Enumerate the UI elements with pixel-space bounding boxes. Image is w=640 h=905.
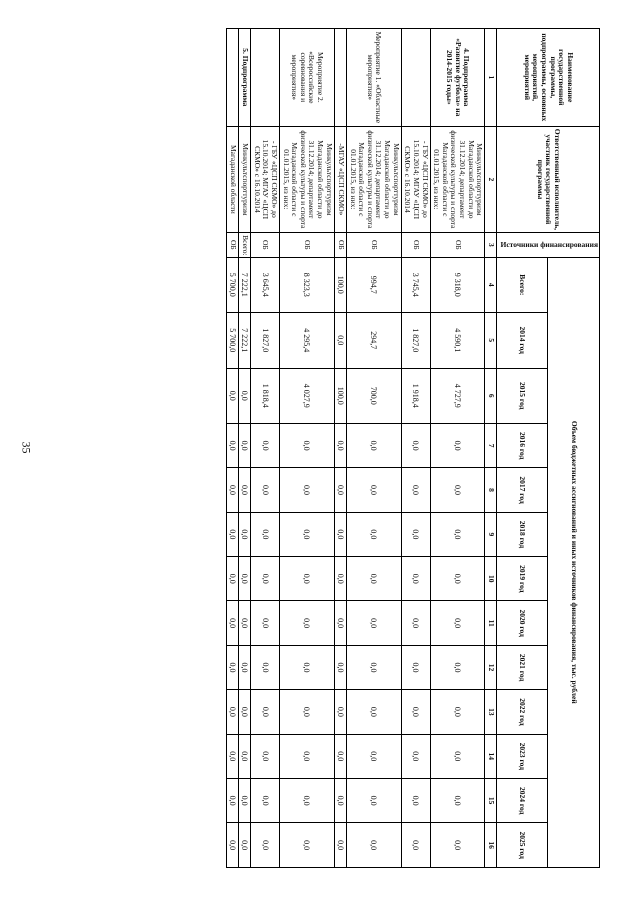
header-col-number: 13: [485, 690, 497, 734]
row-responsible-cell: Минкультспорттуризм Магаданской области до 31.12.2014; департамент физической культуры и спорта Магаданской области с 01.01.2015, из них:: [430, 126, 485, 233]
row-value-cell: 5 700,0: [226, 313, 238, 368]
header-col-number: 3: [485, 233, 497, 257]
row-value-cell: 0,0: [334, 690, 346, 734]
row-value-cell: 0,0: [251, 690, 280, 734]
header-col-number: 16: [485, 823, 497, 868]
row-value-cell: 0,0: [401, 601, 430, 645]
row-value-cell: 0,0: [430, 468, 485, 512]
row-value-cell: 0,0: [430, 778, 485, 822]
row-value-cell: 0,0: [346, 645, 401, 689]
row-responsible-cell: Минкультспорттуризм Магаданской области до 31.12.2014; департамент физической культуры и спорта Магаданской области с 01.01.2015, из них:: [279, 126, 334, 233]
row-value-cell: 0,0: [251, 645, 280, 689]
header-col-number: 9: [485, 512, 497, 556]
row-value-cell: 0,0: [279, 557, 334, 601]
row-value-cell: 4 295,4: [279, 313, 334, 368]
header-year: 2021 год: [496, 645, 548, 689]
row-value-cell: 0,0: [401, 823, 430, 868]
row-name-cell: [226, 29, 238, 127]
table-row: [346, 29, 401, 868]
row-name-cell: [334, 29, 346, 127]
header-year: 2015 год: [496, 368, 548, 423]
row-value-cell: 0,0: [401, 690, 430, 734]
row-value-cell: 0,0: [346, 823, 401, 868]
row-value-cell: 100,0: [334, 368, 346, 423]
row-value-cell: 0,0: [334, 823, 346, 868]
row-value-cell: 4 027,9: [279, 368, 334, 423]
row-value-cell: 0,0: [226, 601, 238, 645]
header-year: 2020 год: [496, 601, 548, 645]
header-year: 2023 год: [496, 734, 548, 778]
row-value-cell: 0,0: [251, 557, 280, 601]
row-value-cell: 7 222,1: [238, 313, 250, 368]
row-responsible-cell: - ГБУ «ЦСП СКМО» до 15.10.2014; МГАУ «ЦСП СКМО» с 16.10.2014: [401, 126, 430, 233]
row-value-cell: 0,0: [279, 645, 334, 689]
row-value-cell: 0,0: [334, 423, 346, 467]
row-value-cell: 0,0: [238, 512, 250, 556]
row-name-cell: [251, 29, 280, 127]
row-value-cell: 0,0: [279, 690, 334, 734]
row-value-cell: 0,0: [334, 468, 346, 512]
row-total-cell: 5 700,0: [226, 257, 238, 312]
row-value-cell: 0,0: [279, 468, 334, 512]
row-value-cell: 0,0: [238, 368, 250, 423]
row-total-cell: 994,7: [346, 257, 401, 312]
row-value-cell: 0,0: [430, 734, 485, 778]
row-value-cell: 0,0: [430, 645, 485, 689]
row-value-cell: 0,0: [251, 512, 280, 556]
table-row: [279, 29, 334, 868]
row-value-cell: 1 827,0: [251, 313, 280, 368]
row-value-cell: 0,0: [226, 368, 238, 423]
row-value-cell: 0,0: [334, 778, 346, 822]
row-source-cell: ОБ: [251, 233, 280, 257]
row-value-cell: 0,0: [346, 423, 401, 467]
table-row: [226, 29, 238, 868]
row-value-cell: 0,0: [251, 734, 280, 778]
row-total-cell: 8 323,3: [279, 257, 334, 312]
row-value-cell: 0,0: [430, 823, 485, 868]
header-col-number: 12: [485, 645, 497, 689]
row-total-cell: 9 318,0: [430, 257, 485, 312]
header-year: 2025 год: [496, 823, 548, 868]
header-year: 2014 год: [496, 313, 548, 368]
header-col-number: 1: [485, 29, 497, 127]
row-value-cell: 0,0: [238, 690, 250, 734]
row-value-cell: 0,0: [346, 601, 401, 645]
row-value-cell: 0,0: [430, 557, 485, 601]
row-value-cell: 0,0: [401, 778, 430, 822]
header-total: Всего:: [496, 257, 548, 312]
row-value-cell: 0,0: [334, 313, 346, 368]
row-value-cell: 0,0: [226, 734, 238, 778]
row-name-cell: [401, 29, 430, 127]
row-value-cell: 0,0: [226, 557, 238, 601]
row-value-cell: 0,0: [279, 512, 334, 556]
row-value-cell: 0,0: [430, 512, 485, 556]
row-total-cell: 100,0: [334, 257, 346, 312]
row-total-cell: 7 222,1: [238, 257, 250, 312]
row-value-cell: 0,0: [238, 468, 250, 512]
header-year: 2016 год: [496, 423, 548, 467]
row-value-cell: 0,0: [251, 823, 280, 868]
row-name-cell: 5. Подпрограмма: [238, 29, 250, 127]
row-value-cell: 0,0: [346, 690, 401, 734]
row-value-cell: 0,0: [238, 734, 250, 778]
row-value-cell: 0,0: [251, 423, 280, 467]
row-value-cell: 0,0: [346, 512, 401, 556]
row-value-cell: 0,0: [334, 512, 346, 556]
header-year: 2022 год: [496, 690, 548, 734]
header-source-label: Источники финансирования: [500, 239, 598, 249]
row-value-cell: 0,0: [251, 601, 280, 645]
header-col-number: 2: [485, 126, 497, 233]
row-value-cell: 0,0: [226, 423, 238, 467]
row-value-cell: 700,0: [346, 368, 401, 423]
header-col-number: 8: [485, 468, 497, 512]
table-row: [238, 29, 250, 868]
row-value-cell: 1 918,4: [401, 368, 430, 423]
row-value-cell: 0,0: [279, 601, 334, 645]
header-col-number: 7: [485, 423, 497, 467]
row-value-cell: 0,0: [238, 823, 250, 868]
row-value-cell: 0,0: [334, 557, 346, 601]
row-responsible-cell: Магаданской области: [226, 126, 238, 233]
row-name-cell: 4. Подпрограмма «Развитие футбола» на 2014-2015 годы»: [430, 29, 485, 127]
row-value-cell: 0,0: [238, 557, 250, 601]
row-value-cell: 0,0: [346, 778, 401, 822]
row-value-cell: 0,0: [279, 423, 334, 467]
row-value-cell: 0,0: [346, 557, 401, 601]
row-value-cell: 0,0: [346, 468, 401, 512]
row-value-cell: 0,0: [334, 734, 346, 778]
row-value-cell: 0,0: [279, 734, 334, 778]
row-value-cell: 0,0: [226, 778, 238, 822]
table-row: [430, 29, 485, 868]
row-source-cell: ОБ: [346, 233, 401, 257]
row-value-cell: 0,0: [238, 601, 250, 645]
row-responsible-cell: Минкультспорттуризм Магаданской области до 31.12.2014; департамент физической культуры и спорта Магаданской области с 01.01.2015, из них:: [346, 126, 401, 233]
row-value-cell: 0,0: [401, 734, 430, 778]
row-value-cell: 0,0: [251, 468, 280, 512]
row-source-cell: ОБ: [401, 233, 430, 257]
row-value-cell: 1 818,4: [251, 368, 280, 423]
row-source-cell: Всего:: [238, 233, 250, 257]
row-value-cell: 0,0: [430, 601, 485, 645]
header-year: 2017 год: [496, 468, 548, 512]
header-volume: Объем бюджетных ассигнований и иных источников финансирования, тыс. рублей: [548, 257, 600, 867]
header-year: 2018 год: [496, 512, 548, 556]
row-source-cell: ОБ: [430, 233, 485, 257]
row-name-cell: Мероприятие 2. «Всероссийские соревнования и мероприятия»: [279, 29, 334, 127]
header-year: 2024 год: [496, 778, 548, 822]
budget-table-sheet: [80, 28, 600, 868]
header-year: 2019 год: [496, 557, 548, 601]
row-value-cell: 0,0: [226, 690, 238, 734]
row-value-cell: 294,7: [346, 313, 401, 368]
header-col-number: 15: [485, 778, 497, 822]
row-responsible-cell: - ГБУ «ЦСП СКМО» до 15.10.2014; МГАУ «ЦСП СКМО» с 16.10.2014: [251, 126, 280, 233]
row-value-cell: 0,0: [401, 468, 430, 512]
table-row: [401, 29, 430, 868]
header-col-number: 5: [485, 313, 497, 368]
row-value-cell: 0,0: [334, 645, 346, 689]
row-value-cell: 0,0: [226, 645, 238, 689]
row-total-cell: 3 645,4: [251, 257, 280, 312]
row-value-cell: 0,0: [226, 512, 238, 556]
row-value-cell: 4 727,9: [430, 368, 485, 423]
header-col-number: 4: [485, 257, 497, 312]
table-row: [334, 29, 346, 868]
row-value-cell: 0,0: [279, 778, 334, 822]
row-source-cell: ОБ: [226, 233, 238, 257]
header-responsible: Ответственный исполнитель, участник государственной программы: [496, 126, 599, 233]
row-responsible-cell: Минкультспорттуризм: [238, 126, 250, 233]
header-numbers-row: [485, 29, 497, 868]
row-value-cell: 0,0: [401, 512, 430, 556]
row-value-cell: 0,0: [279, 823, 334, 868]
table-body: [226, 29, 485, 868]
row-value-cell: 0,0: [251, 778, 280, 822]
header-col-number: 6: [485, 368, 497, 423]
row-responsible-cell: -МГАУ «ЦСП СКМО»: [334, 126, 346, 233]
row-value-cell: 0,0: [401, 423, 430, 467]
row-total-cell: 3 745,4: [401, 257, 430, 312]
header-source: [496, 233, 599, 257]
row-value-cell: 0,0: [238, 778, 250, 822]
table-row: [251, 29, 280, 868]
page-number: 35: [19, 441, 34, 454]
row-source-cell: ОБ: [279, 233, 334, 257]
row-value-cell: 0,0: [346, 734, 401, 778]
row-value-cell: 0,0: [430, 423, 485, 467]
row-value-cell: 0,0: [430, 690, 485, 734]
row-value-cell: 0,0: [401, 645, 430, 689]
budget-table: [226, 28, 600, 868]
row-source-cell: ОБ: [334, 233, 346, 257]
row-name-cell: Мероприятие 1. «Областные мероприятия»: [346, 29, 401, 127]
row-value-cell: 0,0: [238, 423, 250, 467]
header-col-number: 11: [485, 601, 497, 645]
row-value-cell: 0,0: [226, 823, 238, 868]
header-name: Наименование государственной программы, подпрограммы, основных мероприятий, мероприятий: [496, 29, 599, 127]
row-value-cell: 0,0: [401, 557, 430, 601]
row-value-cell: 1 827,0: [401, 313, 430, 368]
header-col-number: 14: [485, 734, 497, 778]
row-value-cell: 0,0: [334, 601, 346, 645]
row-value-cell: 0,0: [238, 645, 250, 689]
row-value-cell: 0,0: [226, 468, 238, 512]
row-value-cell: 4 590,1: [430, 313, 485, 368]
header-col-number: 10: [485, 557, 497, 601]
